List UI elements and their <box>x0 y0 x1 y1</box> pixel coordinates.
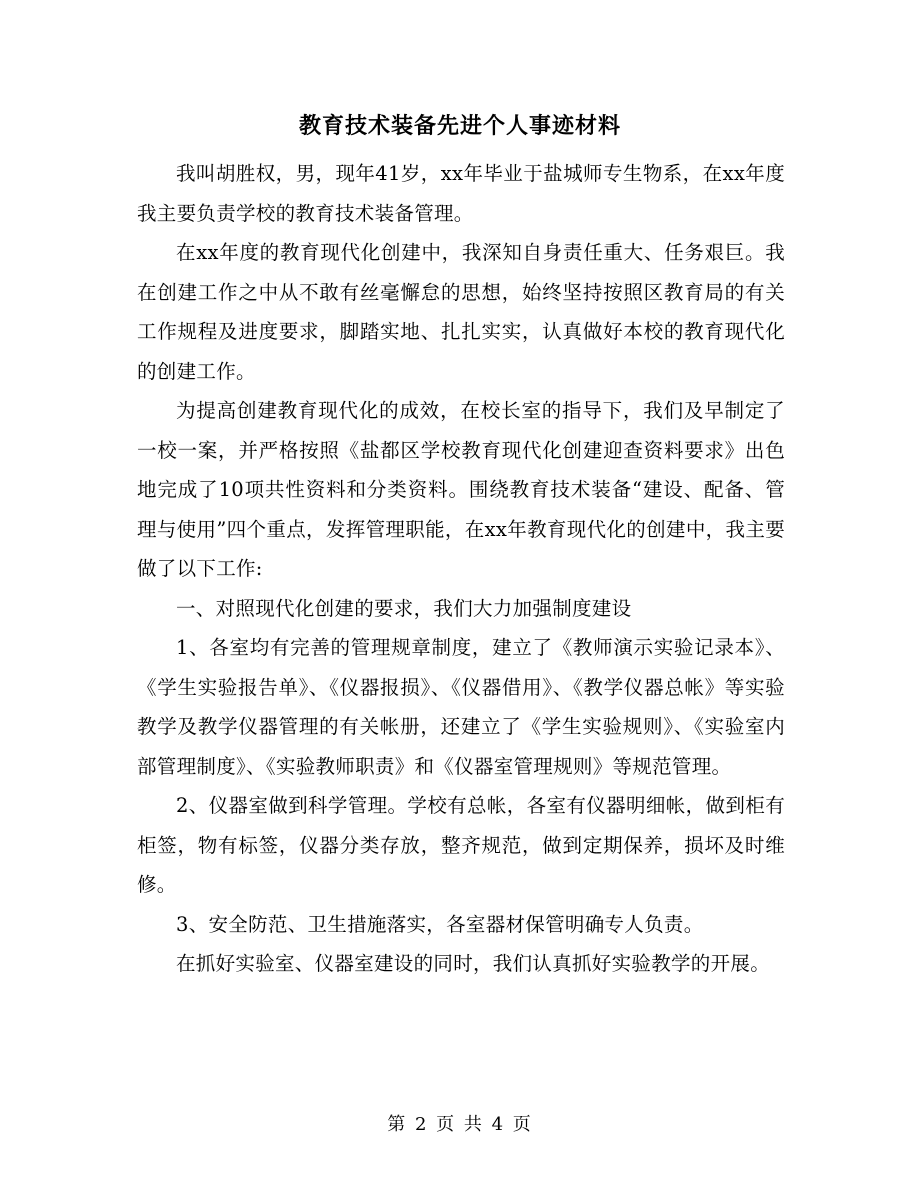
document-title: 教育技术装备先进个人事迹材料 <box>298 113 621 139</box>
paragraph-item-3: 3、安全防范、卫生措施落实，各室器材保管明确专人负责。 <box>176 912 704 936</box>
paragraph-section-heading: 一、对照现代化创建的要求，我们大力加强制度建设 <box>176 596 632 620</box>
document-body <box>137 154 785 984</box>
paragraph-plan: 为提高创建教育现代化的成效，在校长室的指导下，我们及早制定了一校一案，并严格按照《盐都区学校教育现代化创建迎查资料要求》出色地完成了10项共性资料和分类资料。围绕教育技术装备“建设、配备、管理与使用”四个重点，发挥管理职能，在xx年教育现代化的创建中，我主要做了以下工作: <box>137 399 785 580</box>
paragraph-intro: 我叫胡胜权，男，现年41岁，xx年毕业于盐城师专生物系，在xx年度我主要负责学校的教育技术装备管理。 <box>137 162 785 225</box>
paragraph-item-2: 2、仪器室做到科学管理。学校有总帐，各室有仪器明细帐，做到柜有柜签，物有标签，仪器分类存放，整齐规范，做到定期保养，损坏及时维修。 <box>137 794 785 896</box>
paragraph-item-1: 1、各室均有完善的管理规章制度，建立了《教师演示实验记录本》、《学生实验报告单》、《仪器报损》、《仪器借用》、《教学仪器总帐》等实验教学及教学仪器管理的有关帐册，还建立了《学生实验规则》、《实验室内部管理制度》、《实验教师职责》和《仪器室管理规则》等规范管理。 <box>137 636 785 778</box>
page-number-footer: 第 2 页 共 4 页 <box>387 1114 533 1135</box>
paragraph-closing: 在抓好实验室、仪器室建设的同时，我们认真抓好实验教学的开展。 <box>176 952 771 975</box>
paragraph-responsibility: 在xx年度的教育现代化创建中，我深知自身责任重大、任务艰巨。我在创建工作之中从不敢有丝毫懈怠的思想，始终坚持按照区教育局的有关工作规程及进度要求，脚踏实地、扎扎实实，认真做好本校的教育现代化的创建工作。 <box>137 241 785 383</box>
